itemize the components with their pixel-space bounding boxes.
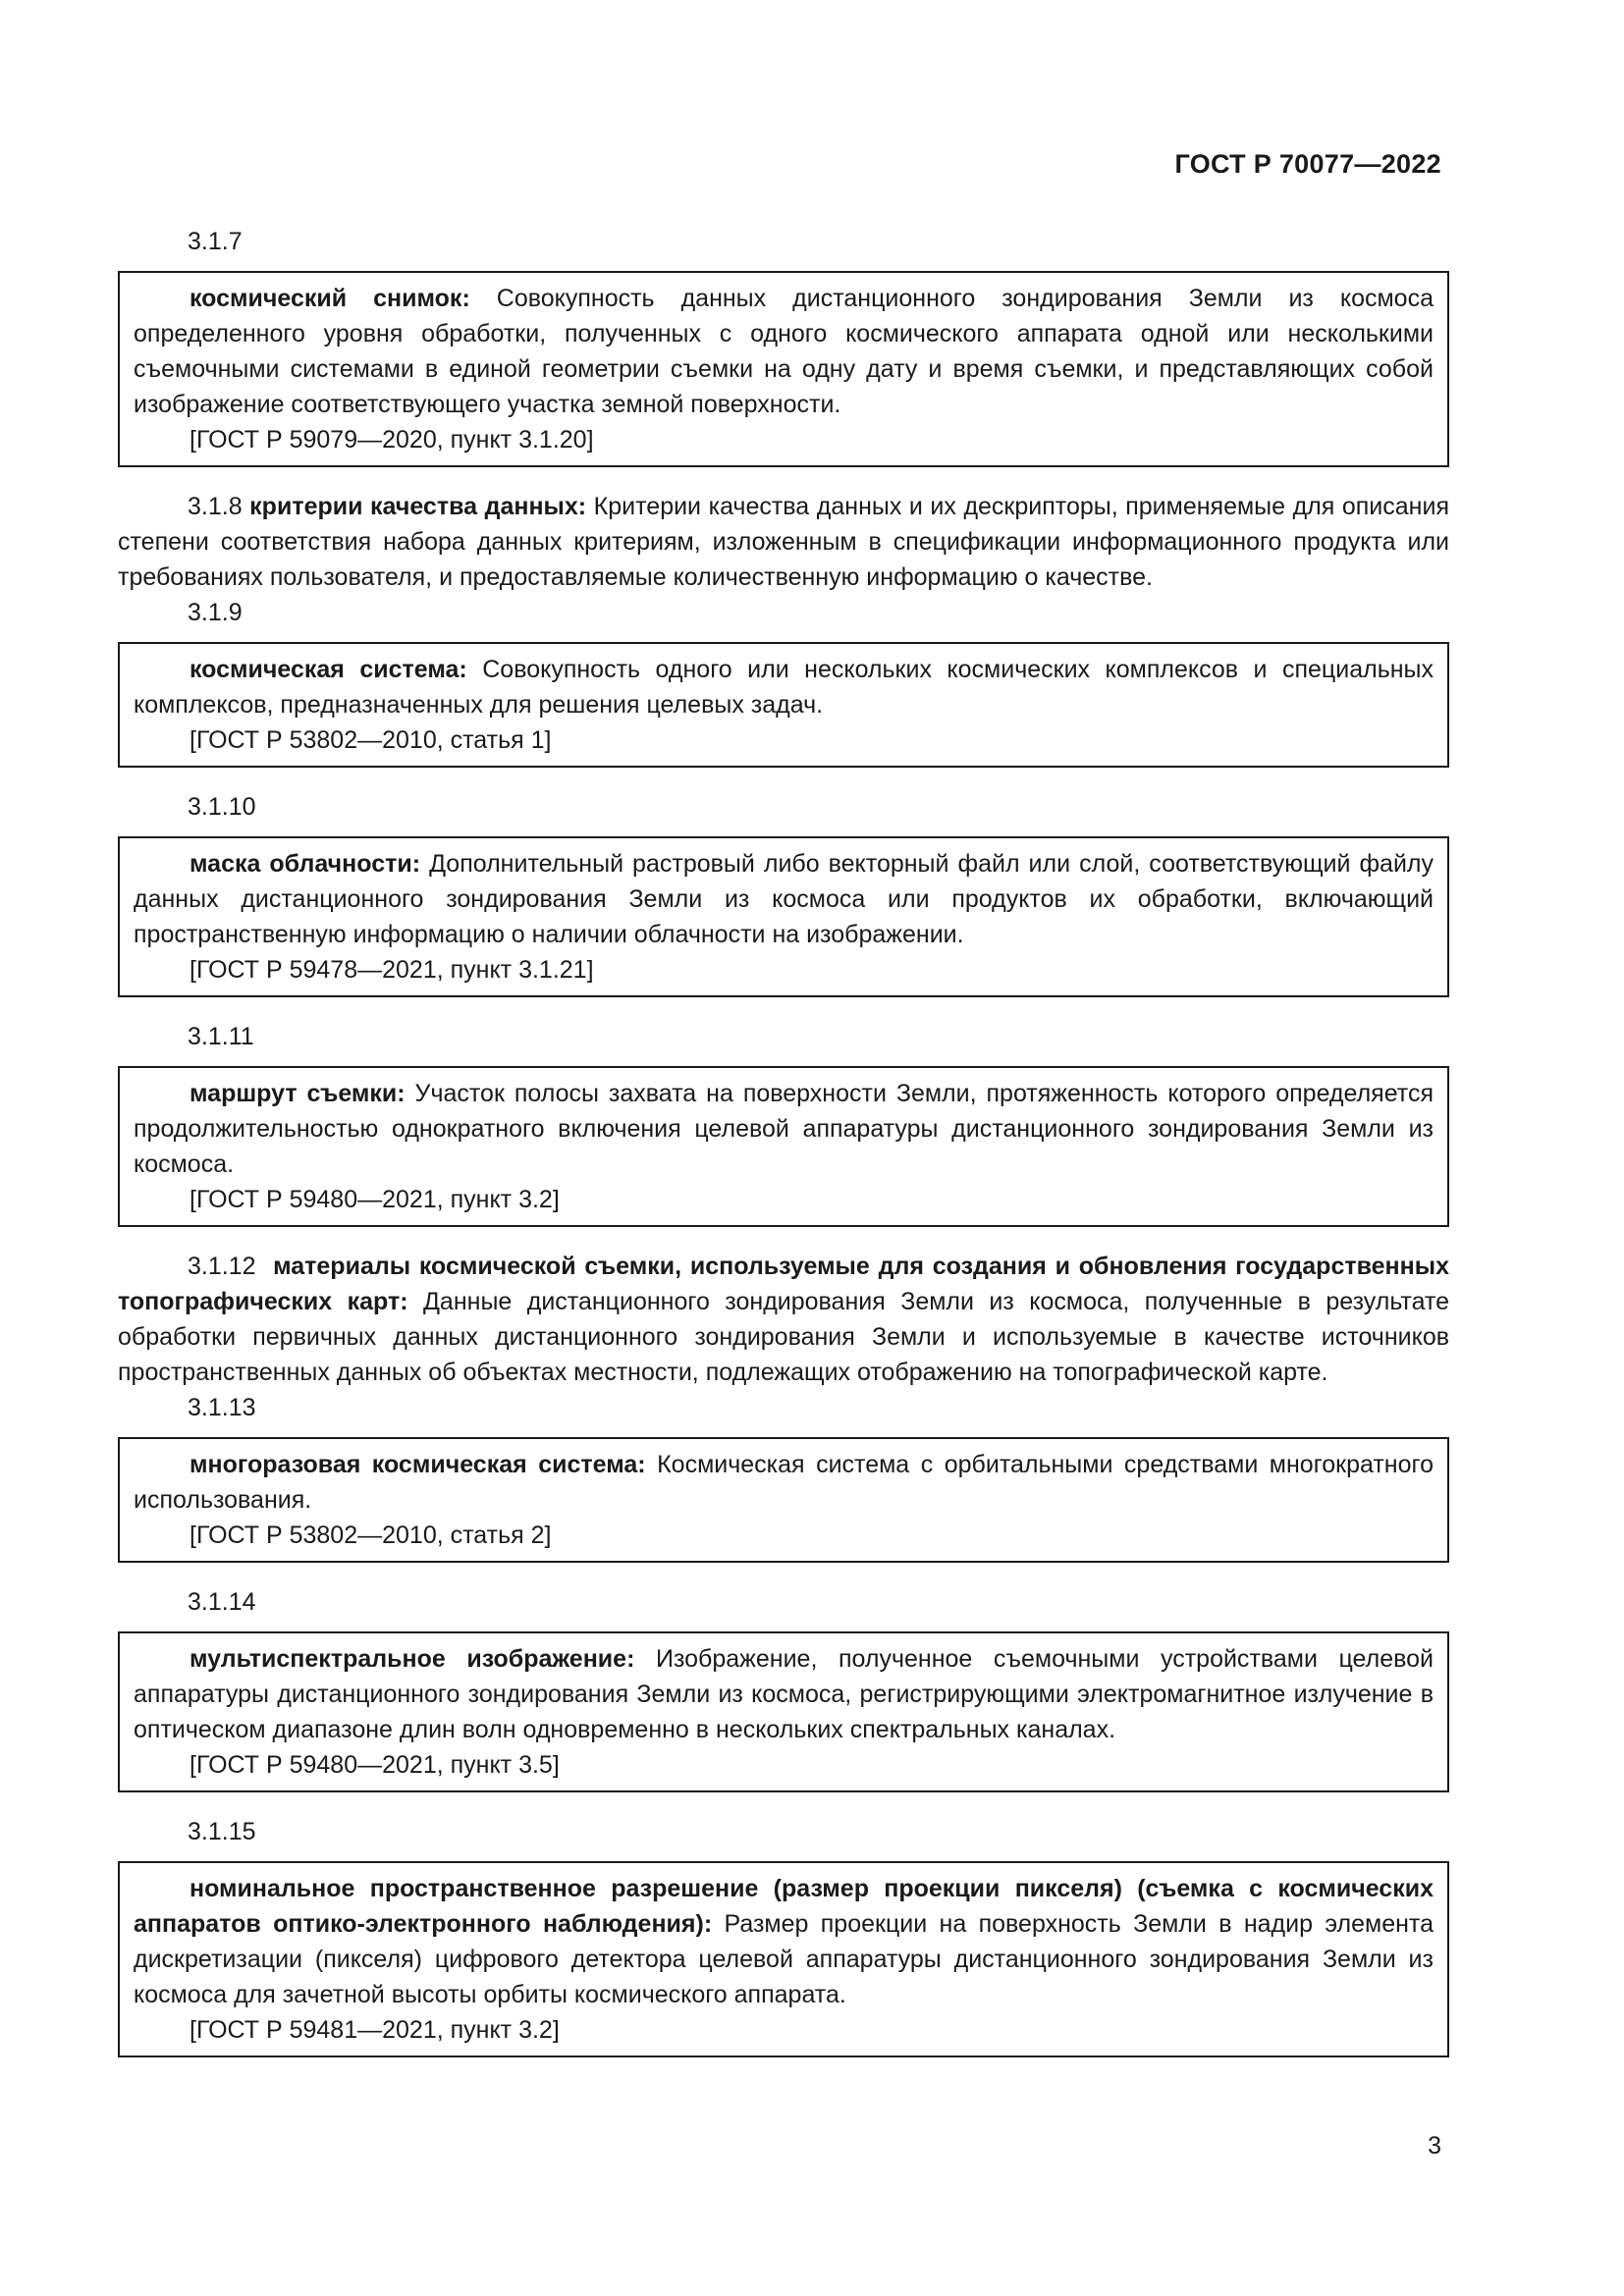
term: номинальное пространственное разрешение (размер проекции пикселя) (съемка с космических аппаратов оптико-электронного наблюдения): [134,1875,1434,1938]
definition-text [134,281,1434,422]
source-reference: [ГОСТ Р 53802—2010, статья 2] [189,1522,552,1549]
definition: Совокупность одного или нескольких космических комплексов и специальных комплексов, предназначенных для решения целевых задач. [134,656,1435,719]
source-reference: [ГОСТ Р 59480—2021, пункт 3.5] [189,1751,560,1779]
term: космическая система: [189,656,467,683]
definition: Размер проекции на поверхность Земли в надир элемента дискретизации (пикселя) цифрового детектора целевой аппаратуры дистанционного зондирования Земли из космоса для зачетной высоты орбиты космического аппарата. [134,1910,1434,2008]
definition-box [118,1437,1449,1563]
definition-text [134,1871,1434,2012]
entry-number: 3.1.12 [188,1253,256,1280]
term: космический снимок: [189,285,470,312]
definition-box [118,836,1449,997]
entry-number: 3.1.7 [188,228,243,255]
definition: Участок полосы захвата на поверхности Земли, протяженность которого определяется продолжительностью однократного включения целевой аппаратуры дистанционного зондирования Земли из космоса. [134,1080,1435,1178]
entry-number: 3.1.13 [188,1394,256,1421]
source-reference: [ГОСТ Р 59481—2021, пункт 3.2] [189,2016,560,2044]
term: маршрут съемки: [189,1080,406,1107]
document-code: ГОСТ Р 70077—2022 [1174,149,1441,179]
definition: Совокупность данных дистанционного зондирования Земли из космоса определенного уровня обработки, полученных с одного космического аппарата одной или несколькими съемочными системами в единой геометрии съемки на одну дату и время съемки, и представляющих собой изображение соответствующего участка земной поверхности. [134,285,1434,418]
entry-number: 3.1.15 [188,1818,256,1845]
definition-text [134,652,1434,722]
term: мультиспектральное изображение: [189,1645,635,1673]
term: многоразовая космическая система: [189,1451,646,1478]
definition-text [134,1447,1434,1518]
document-body [118,224,1449,2079]
definition: Дополнительный растровый либо векторный файл или слой, соответствующий файлу данных дистанционного зондирования Земли из космоса или продуктов их обработки, включающий пространственную информацию о наличии облачности на изображении. [134,850,1435,948]
entry-number: 3.1.9 [188,599,243,626]
definition-text [134,1076,1434,1182]
page-number: 3 [1428,2132,1441,2160]
source-reference: [ГОСТ Р 59480—2021, пункт 3.2] [189,1186,560,1213]
definition-paragraph [118,489,1449,595]
definition: Космическая система с орбитальными средствами многократного использования. [134,1451,1434,1514]
definition-paragraph [118,1249,1449,1390]
definition-box [118,271,1449,467]
entry-number: 3.1.10 [188,793,256,821]
definition: Изображение, полученное съемочными устройствами целевой аппаратуры дистанционного зондирования Земли из космоса, регистрирующими электромагнитное излучение в оптическом диапазоне длин волн одновременно в нескольких спектральных каналах. [134,1645,1434,1743]
entry-number: 3.1.14 [188,1588,256,1616]
source-reference: [ГОСТ Р 59079—2020, пункт 3.1.20] [189,426,594,454]
definition-box [118,642,1449,768]
definition-box [118,1861,1449,2057]
definition-box [118,1631,1449,1792]
definition-text [134,1641,1434,1747]
definition: Критерии качества данных и их дескрипторы, применяемые для описания степени соответствия набора данных критериям, изложенным в спецификации информационного продукта или требованиях пользователя, и предоставляемые количественную информацию о качестве. [118,493,1449,591]
entry-number: 3.1.11 [188,1023,254,1050]
definition: Данные дистанционного зондирования Земли из космоса, полученные в результате обработки первичных данных дистанционного зондирования Земли и используемые в качестве источников пространственных данных об объектах местности, подлежащих отображению на топографической карте. [118,1288,1449,1386]
term: маска облачности: [189,850,421,878]
source-reference: [ГОСТ Р 53802—2010, статья 1] [189,726,552,754]
entry-number: 3.1.8 [188,493,243,520]
term: критерии качества данных: [249,493,587,520]
source-reference: [ГОСТ Р 59478—2021, пункт 3.1.21] [189,956,594,984]
term: материалы космической съемки, используемые для создания и обновления государственных топографических карт: [118,1253,1449,1315]
definition-box [118,1066,1449,1227]
definition-text [134,846,1434,952]
